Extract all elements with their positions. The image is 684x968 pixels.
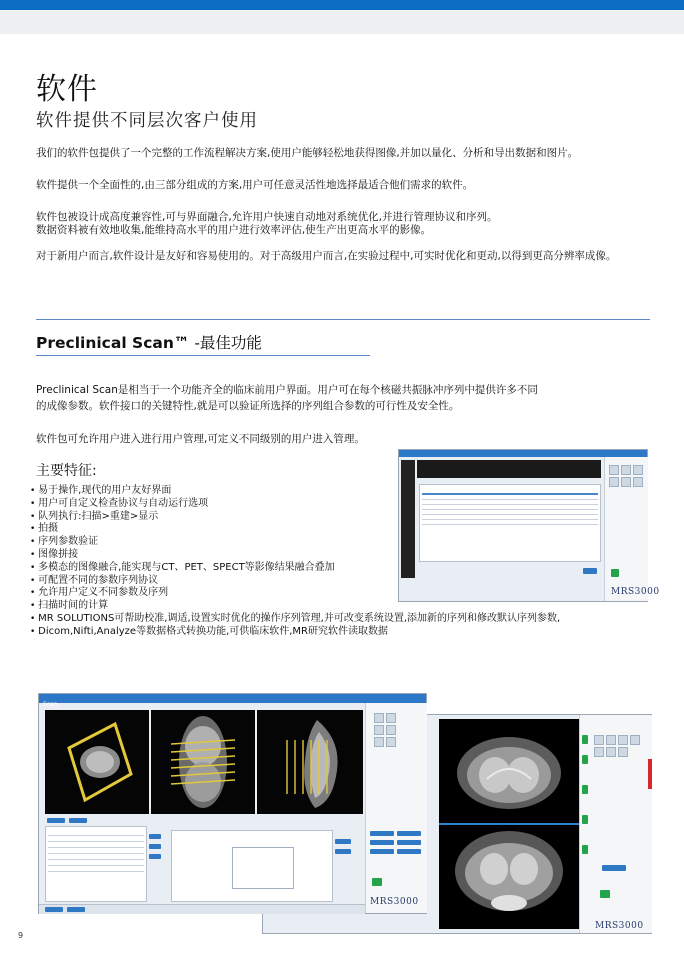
top-band bbox=[0, 10, 684, 34]
feature-item: • 易于操作,现代的用户友好界面 bbox=[30, 485, 560, 498]
scan-right-panel bbox=[365, 703, 427, 913]
thumbnail-row bbox=[417, 460, 601, 478]
section-title-cn: -最佳功能 bbox=[189, 334, 262, 352]
axial-view bbox=[45, 710, 149, 814]
sagittal-view-graphic bbox=[257, 710, 363, 814]
screenshot-scan-window bbox=[38, 693, 427, 914]
section-divider bbox=[36, 319, 650, 320]
features-title: 主要特征: bbox=[36, 463, 97, 479]
screenshot-protocol-manager bbox=[398, 449, 660, 602]
feature-item: • 序列参数验证 bbox=[30, 536, 560, 549]
axial-view-graphic bbox=[45, 710, 149, 814]
feature-item: • 图像拼接 bbox=[30, 549, 560, 562]
coronal-view-graphic bbox=[151, 710, 255, 814]
list-button-2[interactable] bbox=[69, 818, 87, 823]
move-button-1[interactable] bbox=[149, 834, 161, 839]
section-paragraph-2: 软件包可允许用户进入进行用户管理,可定义不同级别的用户进入管理。 bbox=[36, 433, 365, 445]
feature-item: • 拍摄 bbox=[30, 523, 560, 536]
protocol-table bbox=[419, 484, 601, 562]
window-titlebar bbox=[399, 450, 647, 457]
feature-item: • 扫描时间的计算 bbox=[30, 600, 560, 613]
page-subtitle: 软件提供不同层次客户使用 bbox=[36, 111, 258, 131]
intro-paragraph-1: 我们的软件包提供了一个完整的工作流程解决方案,使用户能够轻松地获得图像,并加以量化、分析和导出数据和图片。 bbox=[36, 147, 579, 159]
page-title: 软件 bbox=[36, 72, 98, 107]
feature-item: • Dicom,Nifti,Analyze等数据格式转换功能,可供临床软件,MR研究软件读取数据 bbox=[30, 626, 560, 639]
feature-item: • MR SOLUTIONS可帮助校准,调适,设置实时优化的操作序列管理,并可改变系统设置,添加新的序列和修改默认序列参数, bbox=[30, 613, 560, 626]
section-title bbox=[36, 331, 262, 353]
intro-paragraph-4: 对于新用户而言,软件设计是友好和容易使用的。对于高级用户而言,在实验过程中,可实时优化和更动,以得到更高分辨率成像。 bbox=[36, 250, 617, 262]
image-strip bbox=[401, 460, 415, 578]
feature-item: • 用户可自定义检查协议与自动运行选项 bbox=[30, 498, 560, 511]
sequence-list bbox=[45, 826, 147, 902]
section-paragraph-1b: 的成像参数。软件接口的关键特性,就是可以验证所选择的序列组合参数的可行性及安全性。 bbox=[36, 400, 460, 412]
intro-paragraph-2: 软件提供一个全面性的,由三部分组成的方案,用户可任意灵活性地选择最适合他们需求的软件。 bbox=[36, 179, 474, 191]
feature-item: • 队列执行:扫描>重建>显示 bbox=[30, 511, 560, 524]
section-paragraph-1a: Preclinical Scan是相当于一个功能齐全的临床前用户界面。用户可在每个核磁共振脉冲序列中提供许多不同 bbox=[36, 384, 538, 396]
page-number: 9 bbox=[18, 931, 24, 940]
sagittal-view bbox=[257, 710, 363, 814]
feature-item: • 允许用户定义不同参数及序列 bbox=[30, 587, 560, 600]
viewer-right-panel bbox=[579, 715, 652, 933]
intro-paragraph-3a: 软件包被设计成高度兼容性,可与界面融合,允许用户快速自动地对系统优化,并进行管理协议和序列。 bbox=[36, 211, 498, 223]
status-bar bbox=[39, 904, 365, 914]
right-panel bbox=[604, 457, 648, 601]
scan-window-titlebar bbox=[39, 694, 426, 708]
brand-logo-3: MRS3000 bbox=[370, 897, 419, 907]
section-title-underline bbox=[36, 355, 370, 356]
scan-window-title: Scan bbox=[43, 701, 58, 708]
coronal-view bbox=[151, 710, 255, 814]
intro-paragraph-3b: 数据资料被有效地收集,能维持高水平的用户进行效率评估,使生产出更高水平的影像。 bbox=[36, 224, 432, 236]
list-button-1[interactable] bbox=[47, 818, 65, 823]
feature-item: • 可配置不同的参数序列协议 bbox=[30, 575, 560, 588]
parameter-panel bbox=[171, 830, 333, 902]
table-button[interactable] bbox=[583, 568, 597, 574]
move-button-2[interactable] bbox=[149, 844, 161, 849]
param-button-1[interactable] bbox=[335, 839, 351, 844]
brain-mri-graphic bbox=[439, 719, 579, 929]
feature-item: • 多模态的图像融合,能实现与CT、PET、SPECT等影像结果融合叠加 bbox=[30, 562, 560, 575]
brand-logo-2: MRS3000 bbox=[595, 921, 644, 931]
section-title-en: Preclinical Scan™ bbox=[36, 334, 190, 352]
brand-logo: MRS3000 bbox=[611, 587, 660, 597]
top-accent-bar bbox=[0, 0, 684, 10]
brain-mri-image bbox=[439, 719, 579, 929]
move-button-3[interactable] bbox=[149, 854, 161, 859]
param-button-2[interactable] bbox=[335, 849, 351, 854]
